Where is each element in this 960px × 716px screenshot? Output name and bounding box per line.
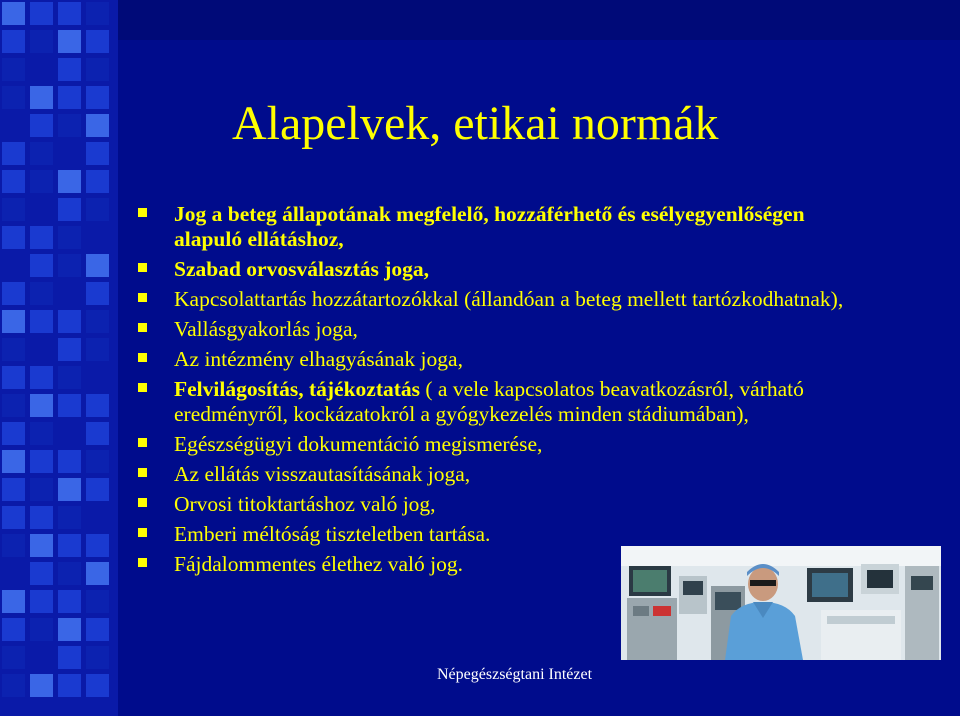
decorative-square <box>86 394 109 417</box>
decorative-square <box>2 338 25 361</box>
decorative-square <box>58 2 81 25</box>
bullet-item <box>138 202 858 252</box>
decorative-square <box>86 226 109 249</box>
decorative-square <box>86 506 109 529</box>
decorative-square <box>86 58 109 81</box>
decorative-square <box>58 506 81 529</box>
decorative-square <box>86 2 109 25</box>
bullet-text <box>174 462 470 486</box>
bullet-regular-text: Orvosi titoktartáshoz való jog, <box>174 492 436 516</box>
square-bullet-icon <box>138 293 147 302</box>
square-bullet-icon <box>138 558 147 567</box>
square-bullet-icon <box>138 383 147 392</box>
decorative-square <box>30 590 53 613</box>
decorative-square <box>30 198 53 221</box>
top-band <box>118 0 960 40</box>
decorative-square <box>58 114 81 137</box>
decorative-square <box>30 646 53 669</box>
decorative-square <box>30 114 53 137</box>
bullet-regular-text: Az intézmény elhagyásának joga, <box>174 347 463 371</box>
decorative-square <box>58 394 81 417</box>
decorative-square <box>2 226 25 249</box>
decorative-square <box>86 366 109 389</box>
decorative-square <box>58 478 81 501</box>
decorative-square <box>58 198 81 221</box>
decorative-square <box>2 114 25 137</box>
bullet-item <box>138 522 858 547</box>
bullet-regular-text: Vallásgyakorlás joga, <box>174 317 358 341</box>
decorative-square <box>58 58 81 81</box>
bullet-text <box>174 257 429 281</box>
decorative-square <box>2 254 25 277</box>
bullet-item <box>138 462 858 487</box>
decorative-square <box>2 534 25 557</box>
bullet-regular-text: Emberi méltóság tiszteletben tartása. <box>174 522 491 546</box>
bullet-regular-text: ( a vele kapcsolatos beavatkozásról, várható eredményről, kockázatokról a gyógykezelés minden stádiumában), <box>174 377 804 426</box>
decorative-square <box>30 450 53 473</box>
square-bullet-icon <box>138 468 147 477</box>
decorative-square <box>58 86 81 109</box>
decorative-square <box>58 534 81 557</box>
decorative-square <box>30 394 53 417</box>
footer-institute: Népegészségtani Intézet <box>437 666 593 683</box>
bullet-bold-text: Jog a beteg állapotának megfelelő, hozzáférhető és esélyegyenlőségen alapuló ellátáshoz, <box>174 202 805 251</box>
square-bullet-icon <box>138 353 147 362</box>
decorative-square <box>86 450 109 473</box>
decorative-square <box>58 226 81 249</box>
decorative-square <box>2 618 25 641</box>
decorative-square <box>86 562 109 585</box>
decorative-square <box>30 674 53 697</box>
decorative-square <box>86 674 109 697</box>
bullet-item <box>138 347 858 372</box>
decorative-square <box>86 30 109 53</box>
decorative-square <box>2 58 25 81</box>
decorative-square <box>30 58 53 81</box>
bullet-regular-text: Az ellátás visszautasításának joga, <box>174 462 471 486</box>
decorative-square <box>30 338 53 361</box>
bullet-regular-text: Fájdalommentes élethez való jog. <box>174 552 463 576</box>
decorative-square <box>30 310 53 333</box>
square-bullet-icon <box>138 208 147 217</box>
decorative-square <box>30 170 53 193</box>
decorative-square <box>30 142 53 165</box>
square-bullet-icon <box>138 263 147 272</box>
bullet-text <box>174 202 805 251</box>
decorative-square <box>86 618 109 641</box>
decorative-square <box>2 142 25 165</box>
decorative-square <box>30 86 53 109</box>
bullet-text <box>174 522 490 546</box>
decorative-square <box>30 366 53 389</box>
bullet-bold-text: Felvilágosítás, tájékoztatás <box>174 377 421 401</box>
decorative-square <box>86 114 109 137</box>
decorative-square <box>58 170 81 193</box>
decorative-square <box>86 170 109 193</box>
bullet-bold-text: Szabad orvosválasztás joga, <box>174 257 430 281</box>
decorative-square <box>2 394 25 417</box>
decorative-square <box>58 646 81 669</box>
bullet-regular-text: Egészségügyi dokumentáció megismerése, <box>174 432 543 456</box>
decorative-square <box>30 422 53 445</box>
decorative-square <box>30 478 53 501</box>
decorative-square <box>58 422 81 445</box>
decorative-square-pattern <box>2 2 114 714</box>
decorative-square <box>58 590 81 613</box>
decorative-square <box>86 86 109 109</box>
decorative-square <box>86 646 109 669</box>
square-bullet-icon <box>138 528 147 537</box>
decorative-square <box>86 590 109 613</box>
decorative-square <box>58 282 81 305</box>
decorative-square <box>86 422 109 445</box>
decorative-square <box>2 422 25 445</box>
decorative-square <box>86 282 109 305</box>
decorative-square <box>2 562 25 585</box>
decorative-square <box>2 86 25 109</box>
bullet-text <box>174 432 542 456</box>
decorative-square <box>30 254 53 277</box>
bullet-text <box>174 377 804 426</box>
decorative-square <box>86 478 109 501</box>
decorative-square <box>2 198 25 221</box>
decorative-square <box>30 226 53 249</box>
bullet-item <box>138 432 858 457</box>
decorative-square <box>86 142 109 165</box>
decorative-square <box>58 338 81 361</box>
bullet-text <box>174 287 843 311</box>
decorative-square <box>58 142 81 165</box>
decorative-square <box>2 450 25 473</box>
decorative-square <box>58 30 81 53</box>
decorative-square <box>58 562 81 585</box>
bullet-text <box>174 347 463 371</box>
square-bullet-icon <box>138 323 147 332</box>
decorative-square <box>30 534 53 557</box>
decorative-square <box>2 2 25 25</box>
decorative-square <box>58 366 81 389</box>
decorative-square <box>86 254 109 277</box>
decorative-square <box>58 618 81 641</box>
decorative-square <box>58 310 81 333</box>
surgeon-photo <box>621 546 941 660</box>
decorative-square <box>2 170 25 193</box>
decorative-square <box>86 310 109 333</box>
bullet-text <box>174 317 358 341</box>
decorative-square <box>86 198 109 221</box>
decorative-square <box>30 618 53 641</box>
decorative-square <box>30 562 53 585</box>
decorative-side-strip <box>0 0 118 716</box>
square-bullet-icon <box>138 498 147 507</box>
bullet-item <box>138 492 858 517</box>
bullet-item <box>138 377 858 427</box>
decorative-square <box>30 506 53 529</box>
decorative-square <box>2 674 25 697</box>
bullet-item <box>138 317 858 342</box>
decorative-square <box>58 254 81 277</box>
decorative-square <box>2 30 25 53</box>
decorative-square <box>2 590 25 613</box>
decorative-square <box>2 366 25 389</box>
decorative-square <box>30 30 53 53</box>
bullet-item <box>138 287 858 312</box>
decorative-square <box>58 674 81 697</box>
square-bullet-icon <box>138 438 147 447</box>
operating-room-image <box>621 546 941 660</box>
decorative-square <box>30 282 53 305</box>
bullet-text <box>174 492 436 516</box>
decorative-square <box>2 282 25 305</box>
decorative-square <box>2 478 25 501</box>
decorative-square <box>2 646 25 669</box>
decorative-square <box>58 450 81 473</box>
decorative-square <box>2 506 25 529</box>
bullet-list <box>138 202 858 577</box>
bullet-regular-text: Kapcsolattartás hozzátartozókkal (állandóan a beteg mellett tartózkodhatnak), <box>174 287 844 311</box>
slide-title: Alapelvek, etikai normák <box>232 97 719 150</box>
bullet-text <box>174 552 463 576</box>
decorative-square <box>86 338 109 361</box>
decorative-square <box>2 310 25 333</box>
bullet-item <box>138 257 858 282</box>
decorative-square <box>30 2 53 25</box>
decorative-square <box>86 534 109 557</box>
